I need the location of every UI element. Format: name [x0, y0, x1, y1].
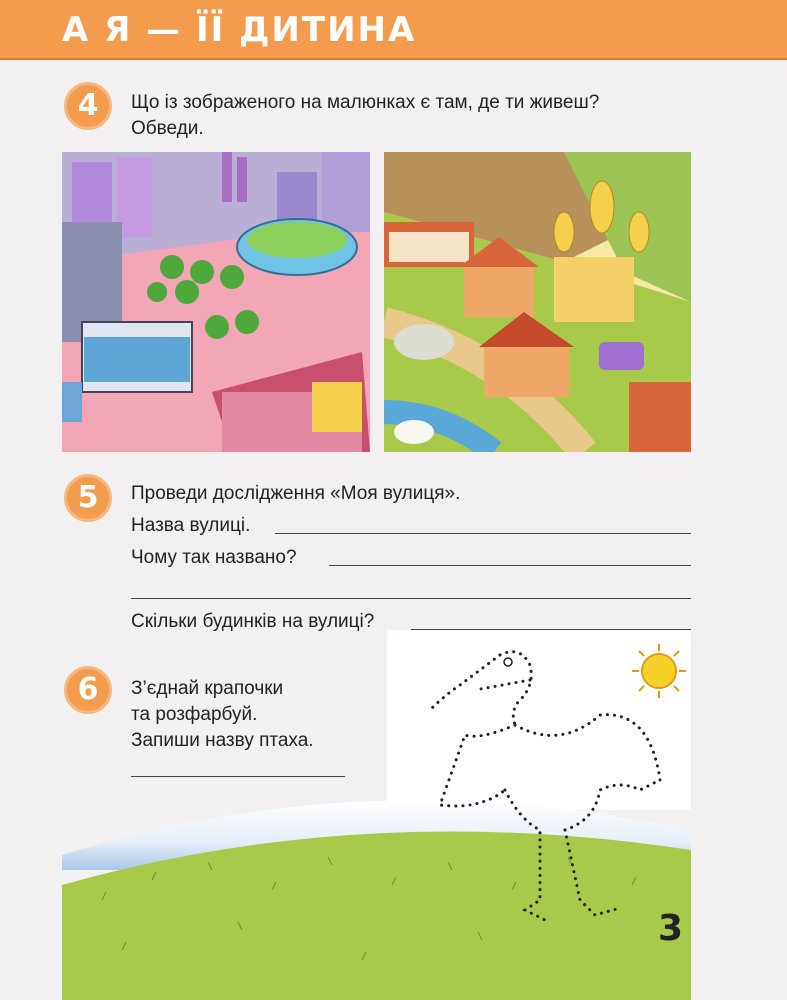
task5-houses-count-label: Скільки будинків на вулиці? [131, 611, 375, 632]
task-number-5: 5 [64, 474, 112, 522]
task4-instruction-line2: Обведи. [131, 118, 204, 139]
why-named-answer-line-2[interactable] [131, 598, 691, 599]
task4-instruction-line1: Що із зображеного на малюнках є там, де ти живеш? [131, 92, 600, 113]
task-number-4: 4 [64, 82, 112, 130]
task6-line1: З’єднай крапочки [131, 678, 284, 699]
task6-line2: та розфарбуй. [131, 704, 258, 725]
page-number: 3 [658, 908, 684, 949]
street-name-answer-line[interactable] [275, 533, 691, 534]
task5-intro: Проведи дослідження «Моя вулиця». [131, 483, 461, 504]
task5-street-name-label: Назва вулиці. [131, 515, 251, 536]
chapter-title: А Я — ЇЇ ДИТИНА [62, 10, 417, 50]
village-illustration [384, 152, 691, 452]
task6-line3: Запиши назву птаха. [131, 730, 314, 751]
task5-why-label: Чому так названо? [131, 547, 297, 568]
bird-name-answer-line[interactable] [131, 776, 345, 777]
chapter-header [0, 0, 787, 60]
task-number-6: 6 [64, 666, 112, 714]
city-illustration [62, 152, 370, 452]
dotted-bird-outline[interactable] [420, 640, 700, 950]
why-named-answer-line[interactable] [329, 565, 691, 566]
